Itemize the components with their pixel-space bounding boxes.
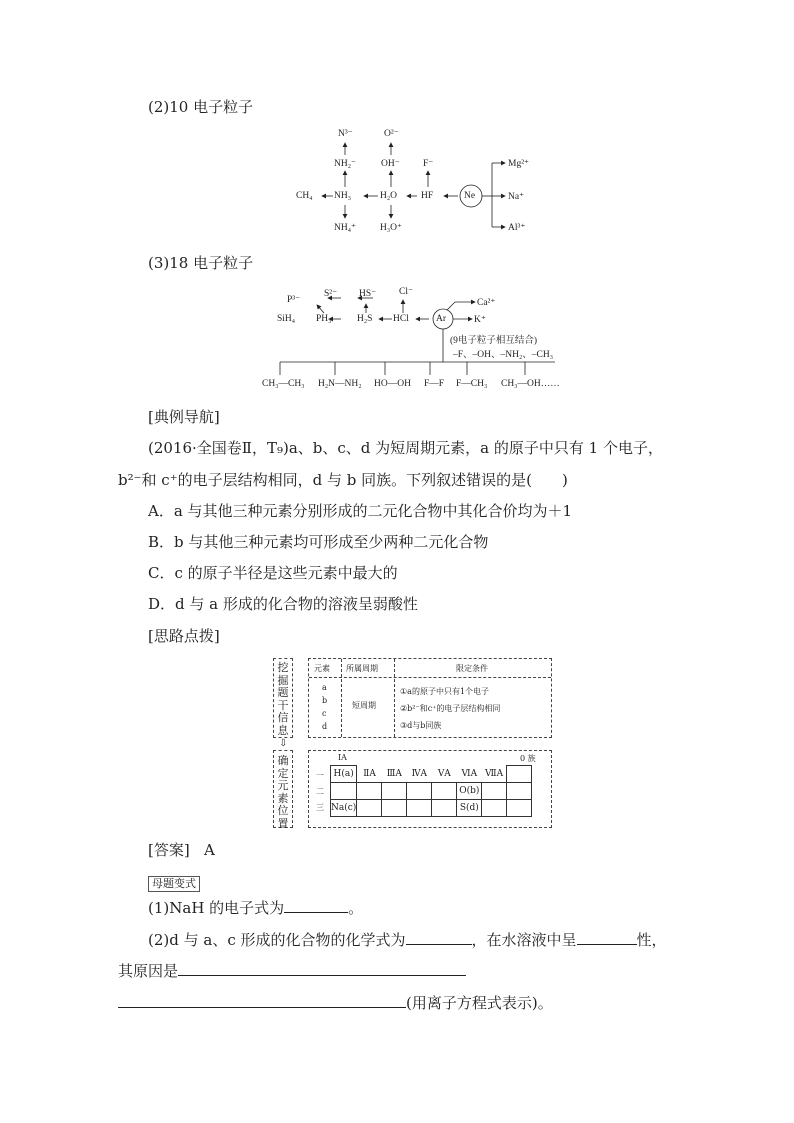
node-ph3: PH₃ bbox=[316, 314, 332, 324]
bottom-peroxide: HO—OH bbox=[374, 379, 411, 389]
node-hs: HS⁻ bbox=[359, 289, 377, 299]
q2-property-blank[interactable] bbox=[577, 930, 637, 945]
element-d: d bbox=[322, 722, 328, 731]
cond-1: ①a的原子中只有1个电子 bbox=[400, 687, 490, 696]
node-mg: Mg²⁺ bbox=[508, 159, 530, 169]
variant-q2-line2 bbox=[118, 961, 466, 981]
periodic-table-grid bbox=[330, 765, 532, 817]
option-b: B．b 与其他三种元素均可形成至少两种二元化合物 bbox=[148, 533, 489, 551]
bottom-ethane: CH₃—CH₃ bbox=[262, 379, 305, 389]
node-h2s: H₂S bbox=[357, 314, 373, 324]
node-h2o: H₂O bbox=[380, 191, 398, 201]
node-sih4: SiH₄ bbox=[277, 314, 296, 324]
variant-q2-line3 bbox=[118, 993, 553, 1013]
example-header: [典例导航] bbox=[148, 408, 220, 426]
section-10-heading: (2)10 电子粒子 bbox=[148, 98, 254, 116]
node-s2: S²⁻ bbox=[324, 289, 338, 299]
group-iva: ⅣA bbox=[411, 768, 428, 779]
left-label-top: 挖掘题干信息 bbox=[277, 661, 289, 737]
bottom-fluoromethane: F—CH₃ bbox=[456, 379, 488, 389]
node-h3o: H₃O⁺ bbox=[380, 223, 403, 233]
period-short: 短周期 bbox=[352, 701, 376, 710]
option-c: C．c 的原子半径是这些元素中最大的 bbox=[148, 564, 398, 582]
element-c: c bbox=[322, 709, 327, 718]
node-nh4: NH₄⁺ bbox=[334, 223, 357, 233]
element-a: a bbox=[322, 683, 327, 692]
answer-label: [答案] bbox=[148, 841, 190, 859]
node-ne: Ne bbox=[464, 191, 476, 201]
node-ch4: CH₄ bbox=[296, 191, 313, 201]
answer bbox=[148, 840, 215, 860]
q2-post: 性， bbox=[636, 931, 667, 949]
cond-3: ③d与b同族 bbox=[400, 721, 442, 730]
node-cl: Cl⁻ bbox=[399, 287, 413, 297]
node-nh3: NH₃ bbox=[334, 191, 352, 201]
node-oh: OH⁻ bbox=[381, 159, 400, 169]
col-conditions: 限定条件 bbox=[456, 664, 488, 673]
node-nh2: NH₂⁻ bbox=[334, 159, 357, 169]
down-arrow-icon: ⇩ bbox=[279, 738, 288, 749]
option-d: D．d 与 a 形成的化合物的溶液呈弱酸性 bbox=[148, 595, 418, 613]
cell-s: S(d) bbox=[457, 800, 482, 817]
row-1: 一 bbox=[316, 771, 324, 780]
q2-text: (2)d 与 a、c 形成的化合物的化学式为 bbox=[148, 931, 406, 949]
q2-equation-blank[interactable] bbox=[118, 993, 406, 1008]
cell-o: O(b) bbox=[457, 783, 482, 800]
q1-text: (1)NaH 的电子式为 bbox=[148, 899, 285, 917]
group-0: 0 族 bbox=[520, 754, 536, 763]
node-o2: O²⁻ bbox=[384, 129, 399, 139]
group-ia: ⅠA bbox=[338, 753, 347, 762]
node-k: K⁺ bbox=[474, 315, 486, 325]
q2-formula-blank[interactable] bbox=[406, 930, 472, 945]
node-al: Al³⁺ bbox=[508, 223, 526, 233]
q2-reason-blank[interactable] bbox=[178, 961, 466, 976]
node-n3: N³⁻ bbox=[338, 129, 353, 139]
variant-q2 bbox=[148, 930, 667, 950]
analysis-header: [思路点拨] bbox=[148, 627, 220, 645]
bottom-methanol: CH₃—OH…… bbox=[501, 379, 560, 389]
node-hf: HF bbox=[421, 191, 434, 201]
cell-na: Na(c) bbox=[331, 800, 357, 817]
variant-tag-wrap bbox=[148, 872, 200, 892]
node-ar: Ar bbox=[436, 314, 447, 324]
group-via: ⅥA bbox=[461, 768, 478, 779]
note-9-electron: (9电子粒子相互结合) bbox=[450, 336, 538, 346]
variant-q1 bbox=[148, 898, 363, 918]
variant-tag: 母题变式 bbox=[148, 876, 200, 892]
row-3: 三 bbox=[316, 803, 324, 812]
node-na: Na⁺ bbox=[508, 192, 525, 202]
question-line-1: (2016·全国卷Ⅱ，T₉)a、b、c、d 为短周期元素，a 的原子中只有 1 个电子， bbox=[148, 439, 663, 457]
cell-h: H(a) bbox=[331, 766, 357, 783]
element-b: b bbox=[322, 696, 328, 705]
q1-end: 。 bbox=[348, 899, 364, 917]
node-p3: P³⁻ bbox=[287, 295, 301, 305]
cond-2: ②b²⁻和c⁺的电子层结构相同 bbox=[400, 704, 501, 713]
option-a: A．a 与其他三种元素分别形成的二元化合物中其化合价均为＋1 bbox=[148, 502, 573, 520]
note-groups: –F、–OH、–NH₂、–CH₃ bbox=[453, 350, 554, 360]
group-va: ⅤA bbox=[437, 768, 451, 779]
group-viia: ⅦA bbox=[485, 768, 504, 779]
row-2: 二 bbox=[316, 787, 324, 796]
node-ca: Ca²⁺ bbox=[477, 298, 496, 308]
section-18-heading: (3)18 电子粒子 bbox=[148, 254, 254, 272]
group-iiia: ⅢA bbox=[386, 768, 402, 779]
q2-end: (用离子方程式表示)。 bbox=[406, 994, 553, 1012]
col-element: 元素 bbox=[314, 664, 330, 673]
bottom-fluorine: F—F bbox=[424, 379, 445, 389]
question-line-2: b²⁻和 c⁺的电子层结构相同，d 与 b 同族。下列叙述错误的是( ) bbox=[118, 471, 568, 489]
eighteen-electron-diagram bbox=[255, 282, 575, 377]
q2-mid: ，在水溶液中呈 bbox=[471, 931, 577, 949]
answer-value: A bbox=[204, 841, 215, 859]
node-f: F⁻ bbox=[423, 159, 434, 169]
q2-reason: 其原因是 bbox=[118, 962, 179, 980]
group-iia: ⅡA bbox=[363, 768, 376, 779]
node-hcl: HCl bbox=[393, 314, 409, 324]
col-period: 所属周期 bbox=[346, 664, 378, 673]
q1-blank[interactable] bbox=[284, 898, 348, 913]
left-label-bottom: 确定元素位置 bbox=[277, 754, 289, 830]
bottom-hydrazine: H₂N—NH₂ bbox=[318, 379, 362, 389]
